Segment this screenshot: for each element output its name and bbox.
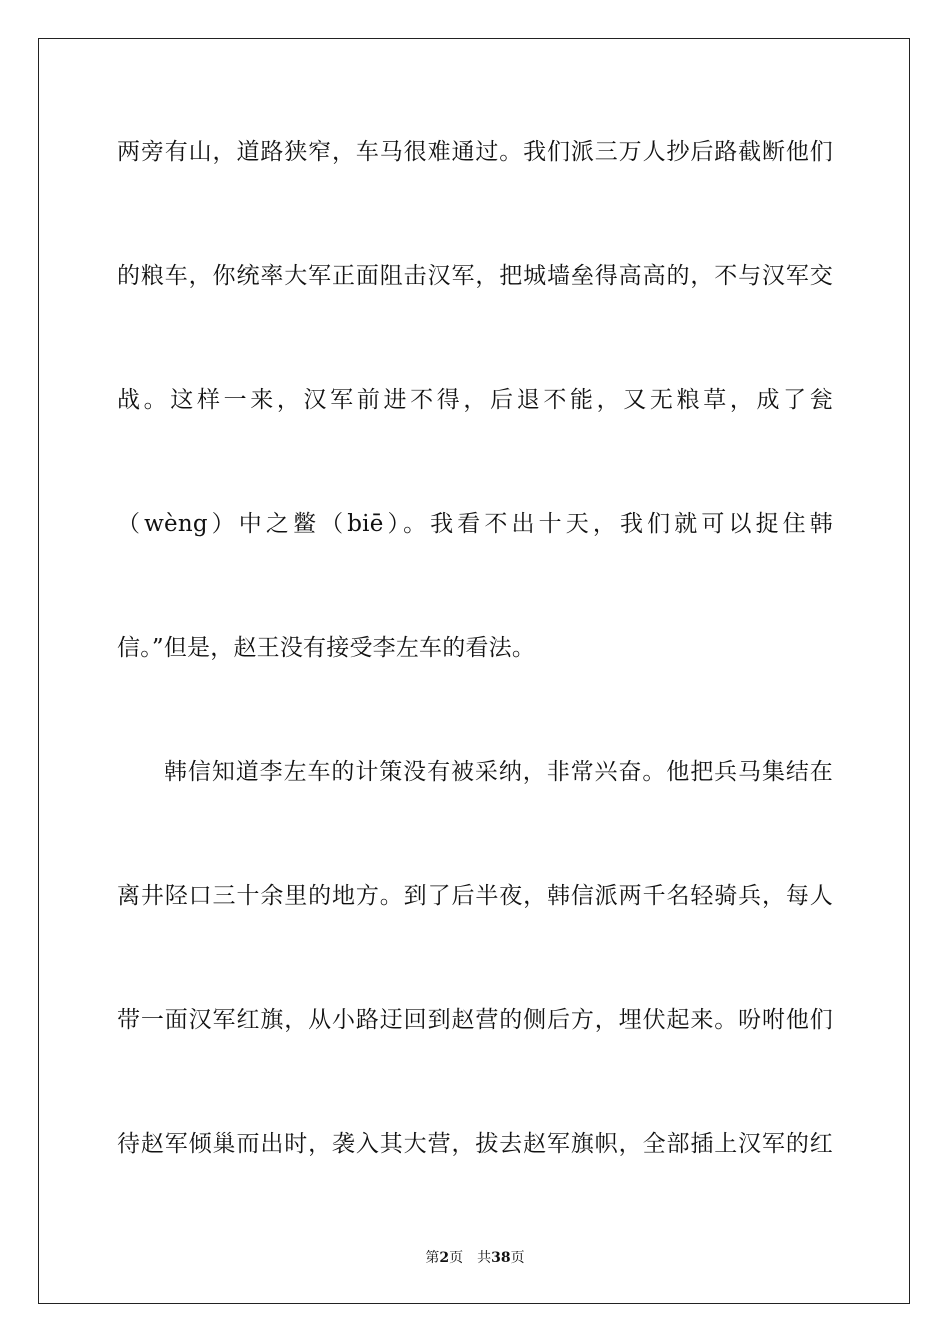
page-border xyxy=(38,38,910,1304)
footer-total-suffix: 页 xyxy=(510,1250,525,1266)
footer-total-prefix: 共 xyxy=(477,1250,492,1266)
text-line-5: 信。”但是，赵王没有接受李左车的看法。 xyxy=(117,635,536,661)
text-line-8: 带一面汉军红旗，从小路迂回到赵营的侧后方，埋伏起来。吩咐他们 xyxy=(117,1007,833,1033)
page-footer xyxy=(0,1247,950,1267)
footer-page-suffix: 页 xyxy=(449,1250,464,1266)
text-line-4: （wèng）中之鳖（biē）。我看不出十天，我们就可以捉住韩 xyxy=(117,511,833,537)
text-line-9: 待赵军倾巢而出时，袭入其大营，拔去赵军旗帜，全部插上汉军的红 xyxy=(117,1131,833,1157)
text-line-1: 两旁有山，道路狭窄，车马很难通过。我们派三万人抄后路截断他们 xyxy=(117,139,833,165)
footer-page-prefix: 第 xyxy=(425,1250,440,1266)
footer-total-pages: 38 xyxy=(491,1250,511,1266)
text-line-7: 离井陉口三十余里的地方。到了后半夜，韩信派两千名轻骑兵，每人 xyxy=(117,883,833,909)
footer-page-number: 2 xyxy=(439,1250,450,1266)
text-line-3: 战。这样一来，汉军前进不得，后退不能，又无粮草，成了瓮 xyxy=(117,387,833,413)
text-line-6: 韩信知道李左车的计策没有被采纳，非常兴奋。他把兵马集结在 xyxy=(164,759,833,785)
text-line-2: 的粮车，你统率大军正面阻击汉军，把城墙垒得高高的，不与汉军交 xyxy=(117,263,833,289)
